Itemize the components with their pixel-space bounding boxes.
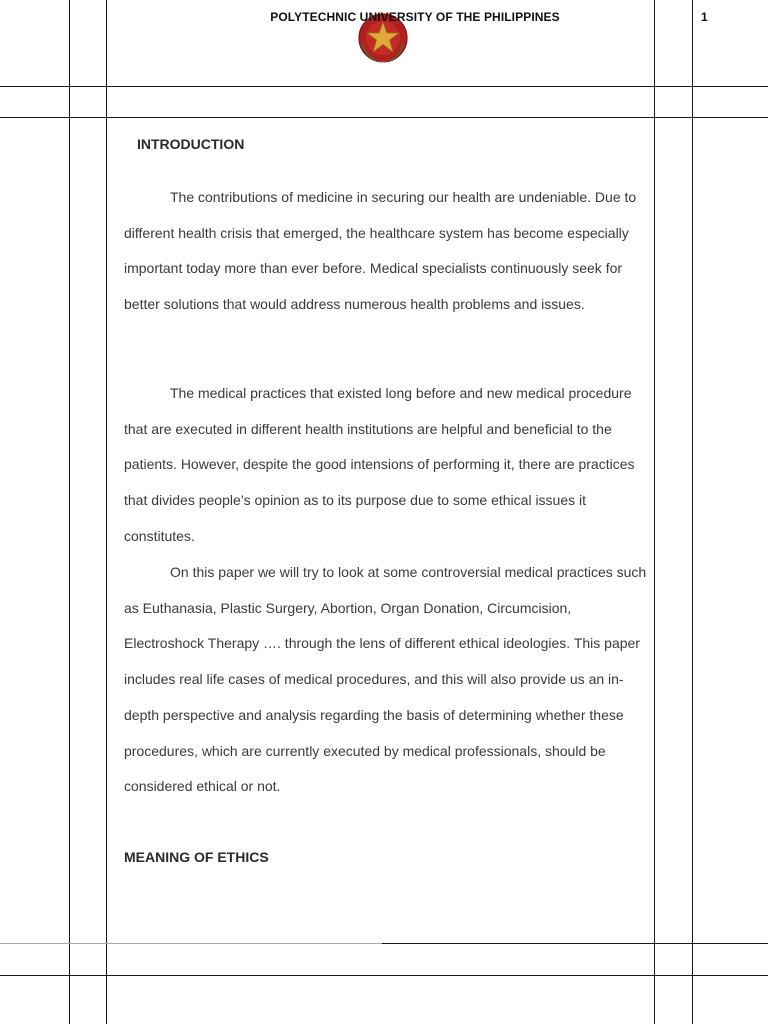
header-rule-bottom: [0, 117, 768, 118]
footer-rule-bottom: [0, 975, 768, 976]
seal-year: 1904: [378, 60, 388, 65]
header-rule-top: [0, 86, 768, 87]
paragraph-3: [124, 555, 648, 805]
margin-rule-right-inner: [654, 0, 655, 1024]
margin-rule-right-outer: [692, 0, 693, 1024]
paragraph-3-text: On this paper we will try to look at some controversial medical practices such as Euthanasia, Plastic Surgery, Abortion, Organ Donation, Circumcision, Electroshock Therapy …. through the lens of different ethical ideologies. This paper includes real life cases of medical procedures, and this will also provide us an in-depth perspective and analysis regarding the basis of determining whether these procedures, which are currently executed by medical professionals, should be considered ethical or not.: [124, 564, 647, 795]
paragraph-2-text: The medical practices that existed long before and new medical procedure that are executed in different health institutions are helpful and beneficial to the patients. However, despite the good intensions of performing it, there are practices that divides people’s opinion as to its purpose due to some ethical issues it constitutes.: [124, 385, 635, 544]
margin-rule-left-outer: [69, 0, 70, 1024]
page-number: 1: [701, 10, 708, 24]
paragraph-2: [124, 376, 648, 555]
paragraph-1-text: The contributions of medicine in securing our health are undeniable. Due to different health crisis that emerged, the healthcare system has become especially important today more than ever before. Medical specialists continuously seek for better solutions that would address numerous health problems and issues.: [124, 189, 637, 313]
meaning-of-ethics-heading: MEANING OF ETHICS: [124, 849, 269, 865]
header-title: POLYTECHNIC UNIVERSITY OF THE PHILIPPINES: [270, 10, 560, 24]
paragraph-1: [124, 180, 648, 323]
footer-rule-gray: [0, 943, 382, 944]
footer-rule-dark-partial: [382, 943, 768, 944]
introduction-heading: INTRODUCTION: [137, 136, 245, 152]
margin-rule-left-inner: [106, 0, 107, 1024]
